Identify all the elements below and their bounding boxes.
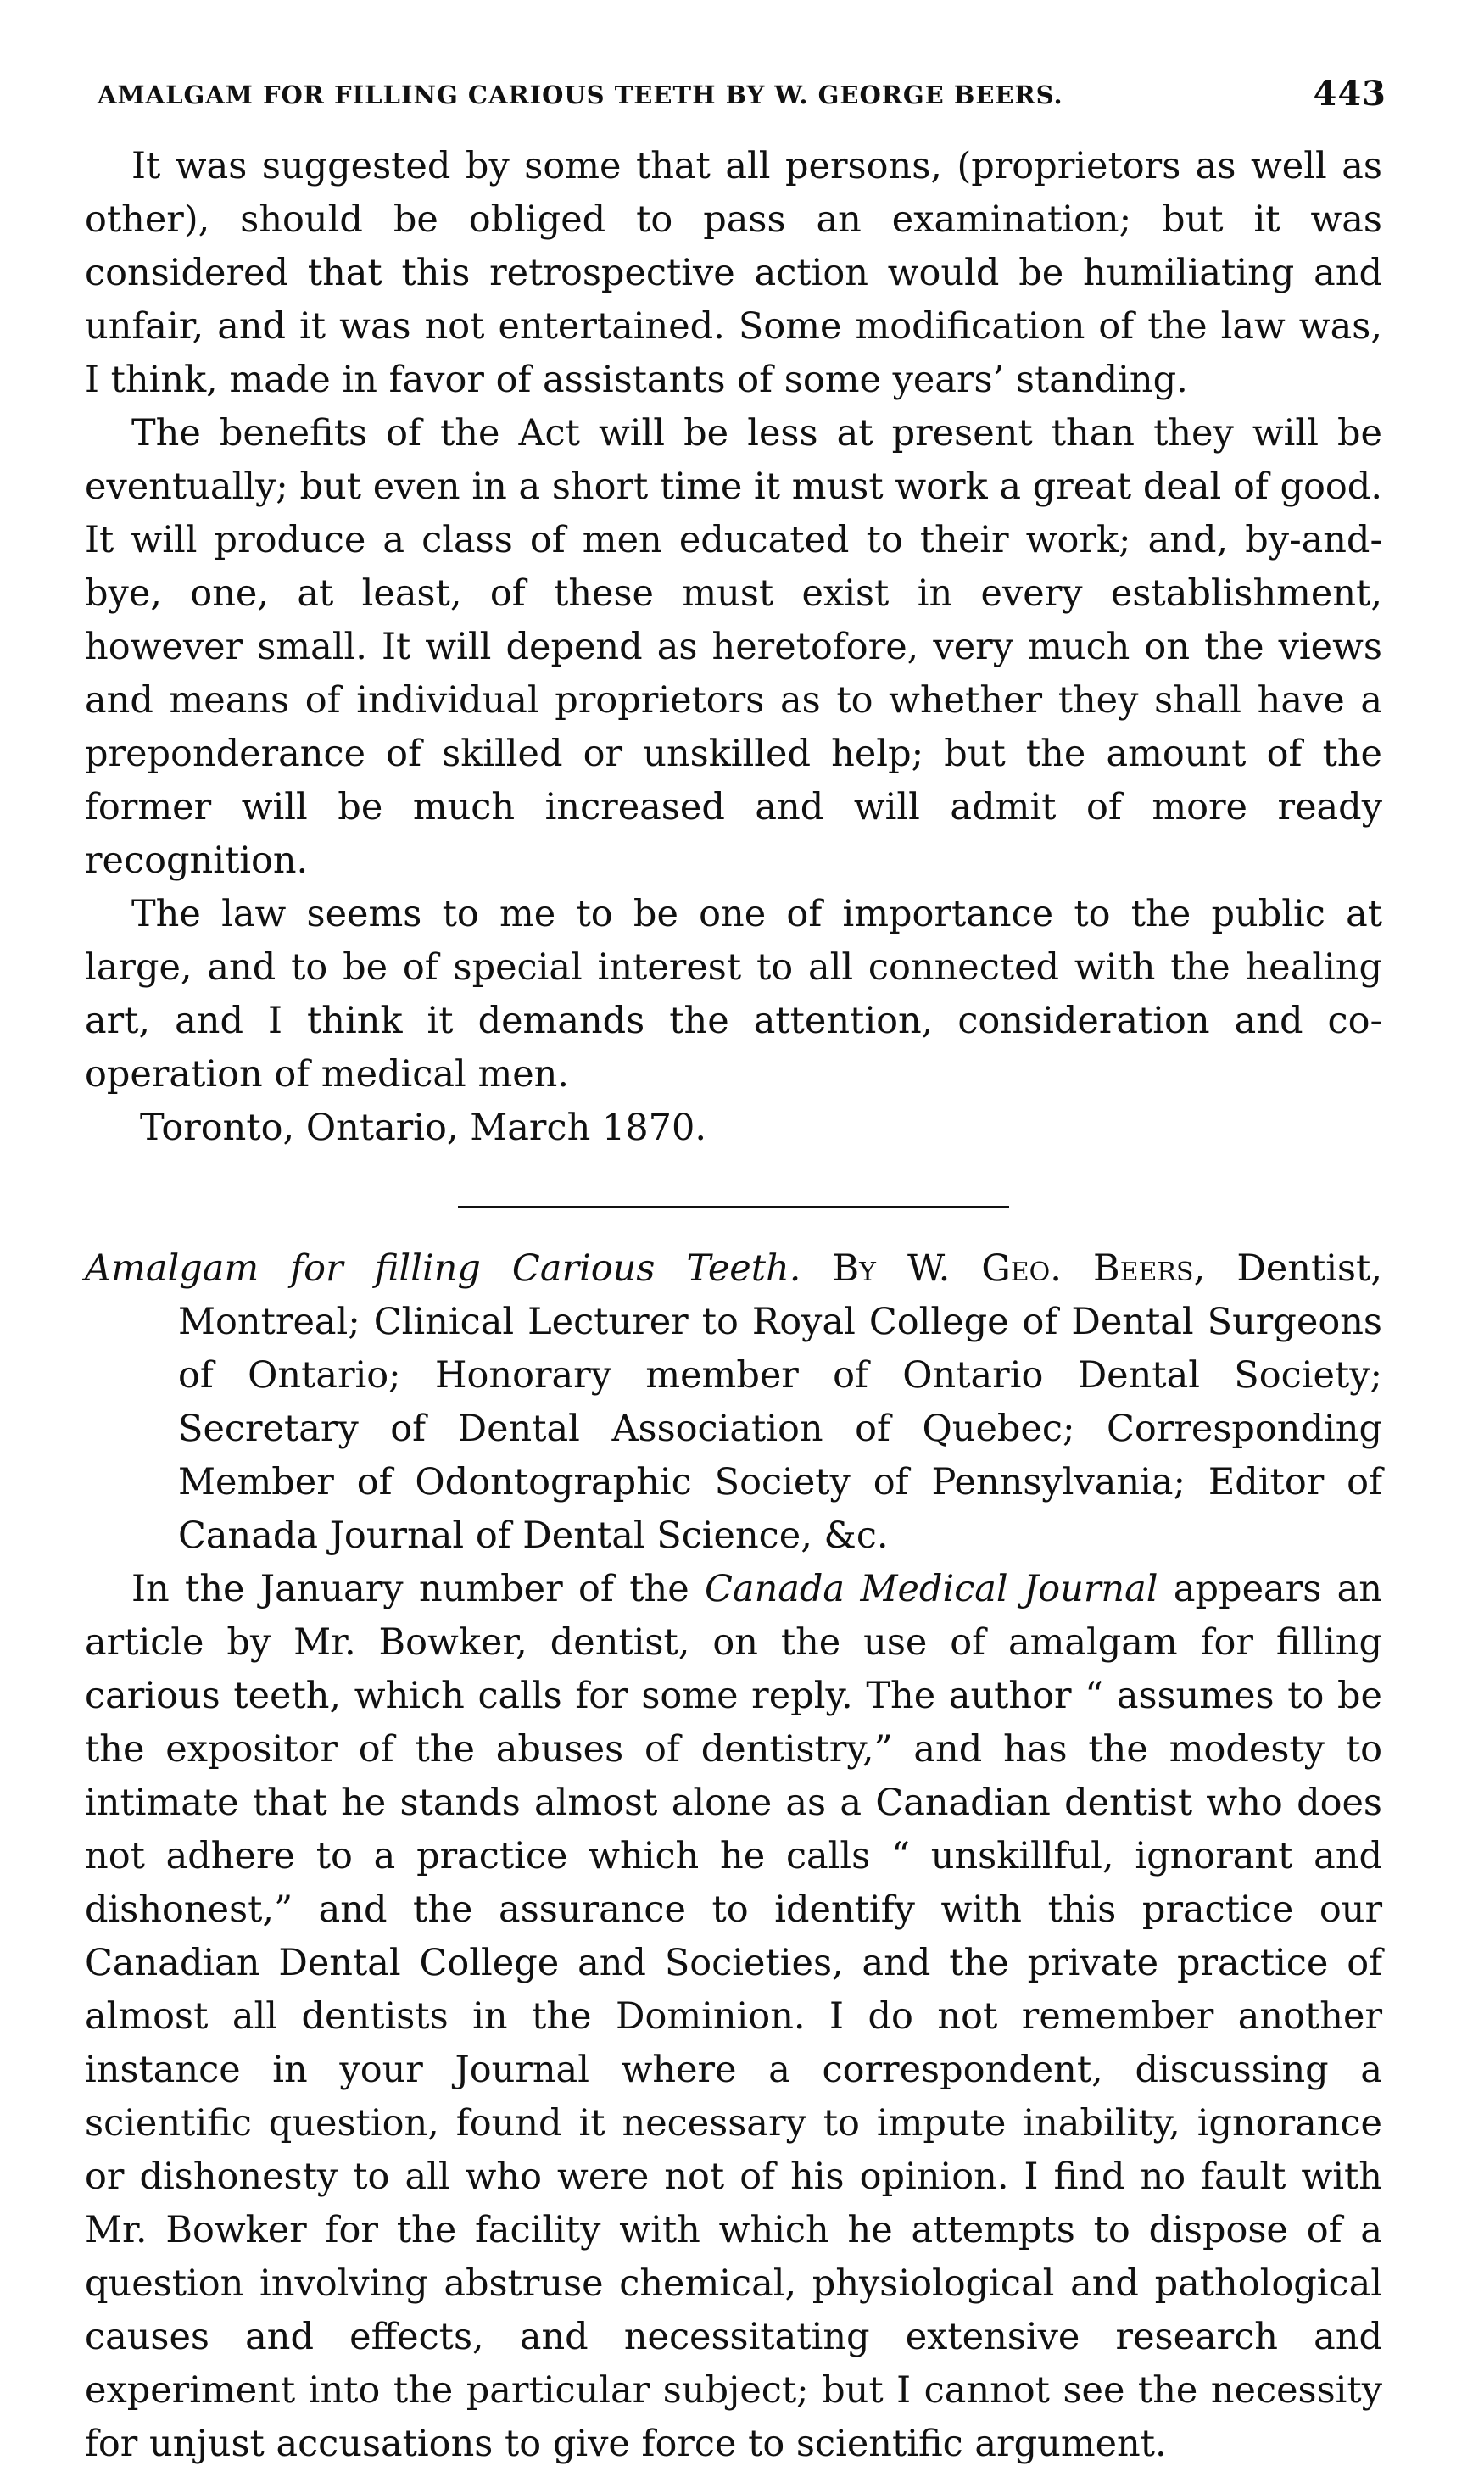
article-title: Amalgam for filling Carious Teeth.	[85, 1247, 801, 1290]
running-title: AMALGAM FOR FILLING CARIOUS TEETH BY W. GEORGE BEERS.	[98, 81, 1063, 109]
journal-name: Canada Medical Journal	[705, 1568, 1158, 1610]
author-credentials: Dentist, Montreal; Clinical Lecturer to Royal College of Dental Surgeons of Ontario; Honorary member of Ontario Dental Society; Secretary of Dental Association of Quebec; Corresponding Member of Odontographic Society of Pennsylvania; Editor of Canada Journal of Dental Science, &c.	[178, 1247, 1383, 1557]
page-body	[85, 140, 1382, 2471]
page-number: 443	[1313, 74, 1386, 114]
article-byline: By W. Geo. Beers,	[832, 1247, 1206, 1290]
paragraph-law-importance: The law seems to me to be one of importance to the public at large, and to be of special interest to all connected with the healing art, and I think it demands the attention, consideration and co-operation of medical men.	[85, 893, 1382, 1096]
article-paragraph	[85, 1563, 1382, 2471]
article-text-rest: appears an article by Mr. Bowker, dentist, on the use of amalgam for filling carious teeth, which calls for some reply. The author “ assumes to be the expositor of the abuses of dentistry,” and has the modesty to intimate that he stands almost alone as a Canadian dentist who does not adhere to a practice which he calls “ unskillful, ignorant and dishonest,” and the assurance to identify with this practice our Canadian Dental College and Societies, and the private practice of almost all dentists in the Dominion. I do not remember another instance in your Journal where a correspondent, discussing a scientific question, found it necessary to impute inability, ignorance or dishonesty to all who were not of his opinion. I find no fault with Mr. Bowker for the facility with which he attempts to dispose of a question involving abstruse chemical, physiological and pathological causes and effects, and necessitating extensive research and experiment into the particular subject; but I cannot see the necessity for unjust accusations to give force to scientific argument.	[85, 1568, 1382, 2465]
dateline: Toronto, Ontario, March 1870.	[140, 1107, 707, 1149]
running-head	[98, 74, 1386, 114]
paragraph-benefits: The benefits of the Act will be less at present than they will be eventually; but even in a short time it must work a great deal of good. It will produce a class of men educated to their work; and, by-and-bye, one, at least, of these must exist in every establishment, however small. It will depend as heretofore, very much on the views and means of individual proprietors as to whether they shall have a preponderance of skilled or unskilled help; but the amount of the former will be much increased and will admit of more ready recognition.	[85, 412, 1382, 882]
paragraph-examination: It was suggested by some that all persons, (proprietors as well as other), should be obliged to pass an examination; but it was considered that this retrospective action would be humiliating and unfair, and it was not entertained. Some modification of the law was, I think, made in favor of assistants of some years’ standing.	[85, 145, 1382, 401]
section-divider	[458, 1206, 1009, 1208]
article-text-start: In the January number of the	[131, 1568, 706, 1610]
article-heading	[85, 1242, 1382, 1563]
